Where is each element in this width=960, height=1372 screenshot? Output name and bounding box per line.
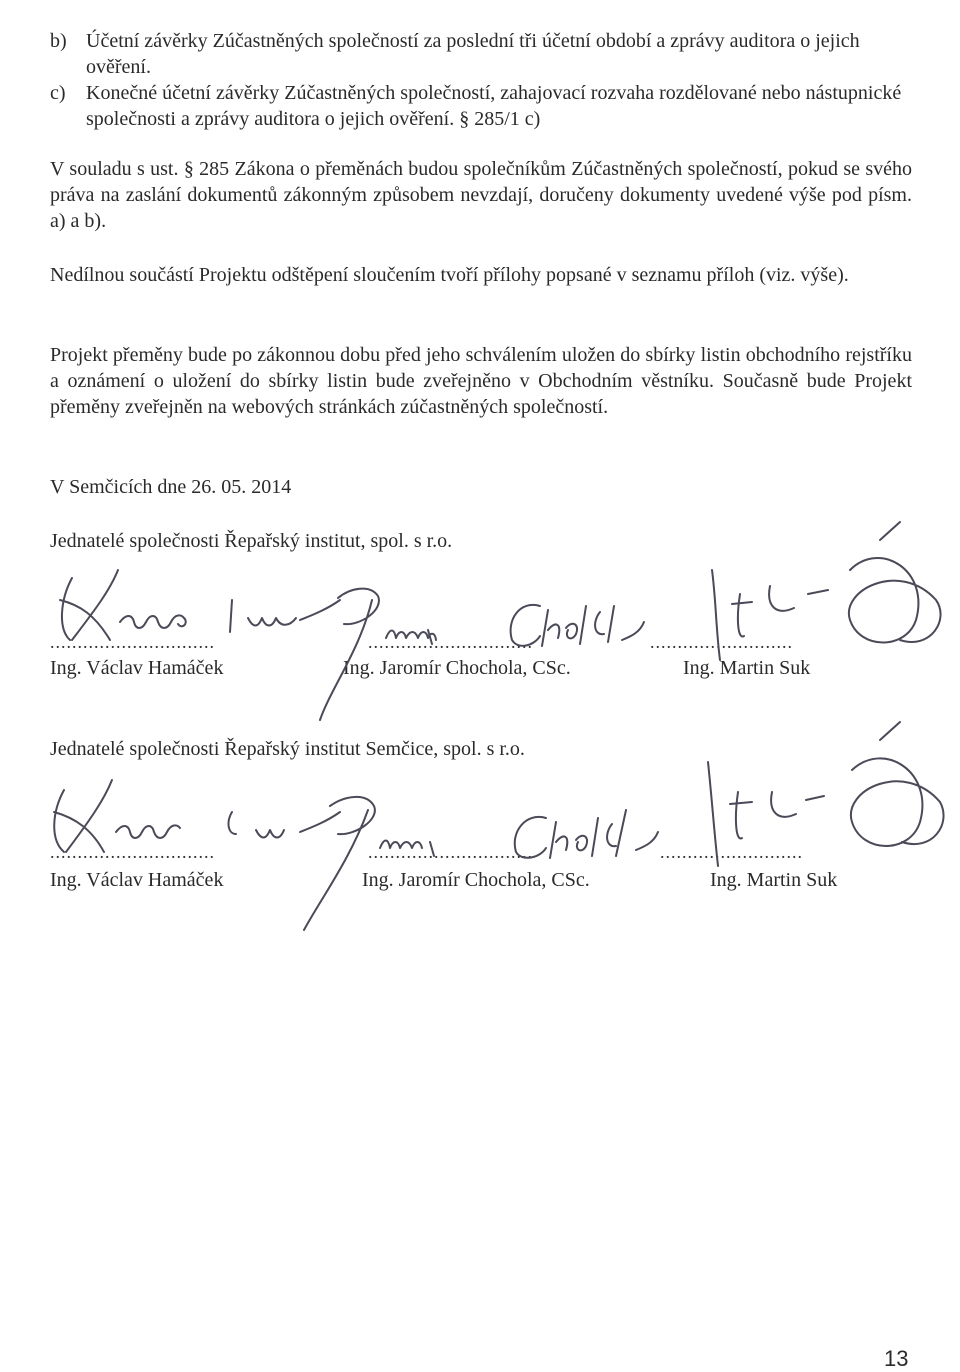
signature-hamacek-1 <box>60 570 340 640</box>
signer-name: Ing. Jaromír Chochola, CSc. <box>343 657 571 679</box>
signer-name: Ing. Václav Hamáček <box>50 869 224 891</box>
signatories-heading-2: Jednatelé společnosti Řepařský institut Semčice, spol. s r.o. <box>50 738 525 760</box>
list-item-b <box>50 28 912 80</box>
signer-name: Ing. Martin Suk <box>683 657 811 679</box>
signature-line: .............................. <box>368 632 533 652</box>
paragraph-delivery: V souladu s ust. § 285 Zákona o přeměnách budou společníkům Zúčastněných společností, pokud se svého práva na zaslání dokumentů zákonným způsobem nevzdají, doručeny dokumenty uvedené výše pod písm. a) a b). <box>50 158 912 232</box>
signature-line: .............................. <box>50 632 215 652</box>
signer-name: Ing. Václav Hamáček <box>50 657 224 679</box>
paragraph-publication: Projekt přeměny bude po zákonnou dobu před jeho schválením uložen do sbírky listin obchodního rejstříku a oznámení o uložení do sbírky listin bude zveřejněno v Obchodním věstníku. Současně bude Projekt přeměny zveřejněn na webových stránkách zúčastněných společností. <box>50 344 912 418</box>
paragraph-attachments: Nedílnou součástí Projektu odštěpení sloučením tvoří přílohy popsané v seznamu příloh (viz. výše). <box>50 264 849 286</box>
signatories-heading-1: Jednatelé společnosti Řepařský institut, spol. s r.o. <box>50 530 453 552</box>
list-text: Účetní závěrky Zúčastněných společností za poslední tři účetní období a zprávy auditora o jejich ověření. <box>86 30 860 78</box>
list-marker: b) <box>50 30 67 52</box>
signer-name: Ing. Martin Suk <box>710 869 838 891</box>
signature-line: .......................... <box>650 632 793 652</box>
list-item-c <box>50 80 912 132</box>
list-text: Konečné účetní závěrky Zúčastněných společností, zahajovací rozvaha rozdělované nebo nástupnické společnosti a zprávy auditora o jejich ověření. § 285/1 c) <box>86 82 902 130</box>
signature-line: .............................. <box>368 842 533 862</box>
page-number: 13 <box>884 1346 909 1371</box>
signature-chochola-2 <box>304 797 658 930</box>
list-marker: c) <box>50 82 66 104</box>
signer-name: Ing. Jaromír Chochola, CSc. <box>362 869 590 891</box>
signature-line: .......................... <box>660 842 803 862</box>
place-date: V Semčicích dne 26. 05. 2014 <box>50 476 292 498</box>
signature-chochola-1 <box>320 589 644 720</box>
signature-line: .............................. <box>50 842 215 862</box>
